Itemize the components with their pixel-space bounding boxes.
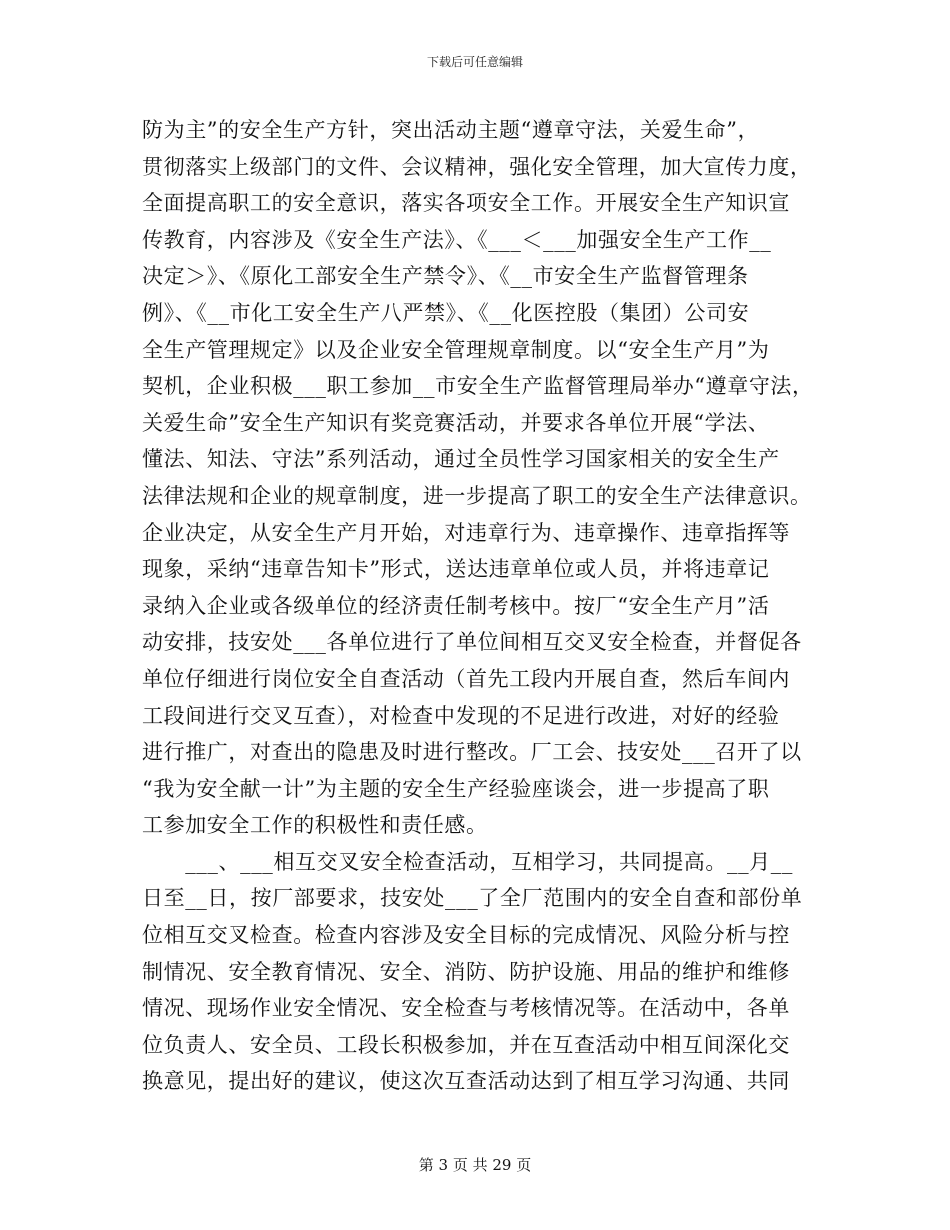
- body-text-line: 动安排，技安处___各单位进行了单位间相互交叉安全检查，并督促各: [142, 630, 802, 655]
- body-text-line: 例》、《__市化工安全生产八严禁》、《__化医控股（集团）公司安: [142, 300, 750, 325]
- body-text-line: 企业决定，从安全生产月开始，对违章行为、违章操作、违章指挥等: [142, 520, 790, 545]
- body-text-line: 情况、现场作业安全情况、安全检查与考核情况等。在活动中，各单: [142, 996, 790, 1021]
- body-text-line: “我为安全献一计”为主题的安全生产经验座谈会，进一步提高了职: [142, 776, 770, 801]
- body-text-line: 工参加安全工作的积极性和责任感。: [142, 813, 488, 838]
- page-number: 第 3 页 共 29 页: [418, 1156, 532, 1174]
- body-text-line: 全面提高职工的安全意识，落实各项安全工作。开展安全生产知识宣: [142, 191, 790, 216]
- body-text-line: 关爱生命”安全生产知识有奖竞赛活动，并要求各单位开展“学法、: [142, 410, 770, 435]
- body-text-line: 单位仔细进行岗位安全自查活动（首先工段内开展自查，然后车间内: [142, 666, 790, 691]
- body-text-line: 法律法规和企业的规章制度，进一步提高了职工的安全生产法律意识。: [142, 483, 812, 508]
- page-header: 下载后可任意编辑: [426, 55, 523, 69]
- body-text-line: 全生产管理规定》以及企业安全管理规章制度。以“安全生产月”为: [142, 337, 770, 362]
- body-text-line: 位相互交叉检查。检查内容涉及安全目标的完成情况、风险分析与控: [142, 923, 790, 948]
- body-text-line: 契机，企业积极___职工参加__市安全生产监督管理局举办“遵章守法，: [142, 374, 814, 399]
- body-text-line: 传教育，内容涉及《安全生产法》、《___＜___加强安全生产工作__: [142, 227, 772, 252]
- body-text-line: 日至__日，按厂部要求，技安处___了全厂范围内的安全自查和部份单: [142, 886, 803, 911]
- body-text-line: 防为主”的安全生产方针，突出活动主题“遵章守法，关爱生命”，: [142, 118, 760, 142]
- body-text-line: 懂法、知法、守法”系列活动，通过全员性学习国家相关的安全生产: [142, 447, 780, 472]
- body-text-line: ___、___相互交叉安全检查活动，互相学习，共同提高。__月__: [142, 849, 793, 874]
- body-text-line: 决定＞》、《原化工部安全生产禁令》、《__市安全生产监督管理条: [142, 264, 749, 289]
- body-text-line: 进行推广，对查出的隐患及时进行整改。厂工会、技安处___召开了以: [142, 740, 802, 765]
- body-text-line: 现象，采纳“违章告知卡”形式，送达违章单位或人员，并将违章记: [142, 557, 770, 582]
- body-text-line: 录纳入企业或各级单位的经济责任制考核中。按厂“安全生产月”活: [142, 593, 770, 618]
- body-text-line: 工段间进行交叉互查），对检查中发现的不足进行改进，对好的经验: [142, 703, 780, 728]
- body-text-line: 贯彻落实上级部门的文件、会议精神，强化安全管理，加大宣传力度，: [142, 154, 812, 179]
- document-body: [142, 112, 822, 1100]
- body-text-line: 制情况、安全教育情况、安全、消防、防护设施、用品的维护和维修: [142, 959, 790, 984]
- body-text-line: 位负责人、安全员、工段长积极参加，并在互查活动中相互间深化交: [142, 1032, 790, 1057]
- body-text-line: 换意见，提出好的建议，使这次互查活动达到了相互学习沟通、共同: [142, 1069, 790, 1094]
